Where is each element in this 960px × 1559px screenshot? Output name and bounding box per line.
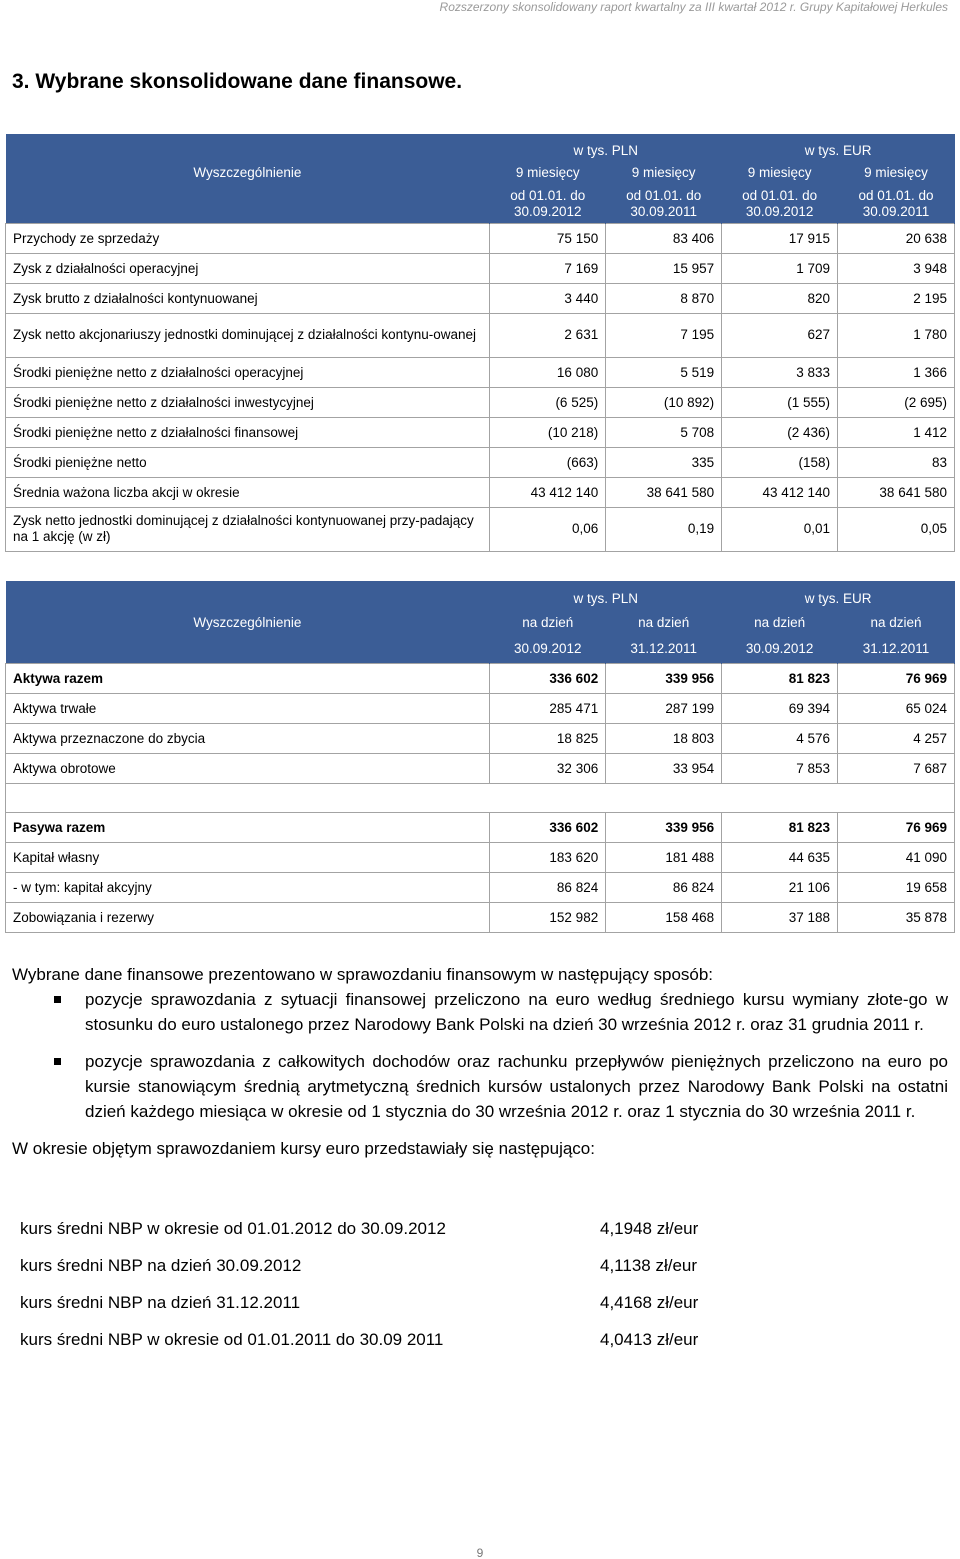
rate-value: 4,0413 zł/eur xyxy=(600,1330,699,1349)
table-header-row xyxy=(6,161,955,185)
rate-row xyxy=(20,1219,820,1256)
period-label: 9 miesięcy xyxy=(606,161,722,185)
exchange-rates-list xyxy=(20,1219,820,1367)
rate-label: kurs średni NBP na dzień 31.12.2011 xyxy=(20,1293,301,1312)
notes-bullet-list xyxy=(12,987,948,1124)
currency-eur-label: w tys. EUR xyxy=(722,581,955,610)
rate-label: kurs średni NBP na dzień 30.09.2012 xyxy=(20,1256,302,1275)
list-item: pozycje sprawozdania z całkowitych dochodów oraz rachunku przepływów pieniężnych przeliczono na euro po kursie stanowiącym średnią arytmetyczną średnich kursów ustalonych przez Narodowy Bank Polski na ostatni dzień każdego miesiąca w okresie od 1 stycznia do 30 września 2012 r. oraz 1 stycznia do 30 września 2011 r. xyxy=(12,1049,948,1124)
table-header-row xyxy=(6,610,955,636)
table-row: Zysk z działalności operacyjnej 7 169 15 957 1 709 3 948 xyxy=(6,253,955,283)
table-row: Aktywa przeznaczone do zbycia 18 825 18 803 4 576 4 257 xyxy=(6,723,955,753)
date-label: na dzień xyxy=(838,610,955,636)
date-value: 30.09.2012 xyxy=(722,636,838,663)
date-value: 30.09.2012 xyxy=(490,636,606,663)
rate-value: 4,4168 zł/eur xyxy=(600,1293,699,1312)
running-header: Rozszerzony skonsolidowany raport kwartalny za III kwartał 2012 r. Grupy Kapitałowej Herkules xyxy=(439,0,948,14)
table-header-row xyxy=(6,134,955,161)
table-row: Aktywa razem 336 602 339 956 81 823 76 969 xyxy=(6,663,955,693)
table-row: Zysk netto jednostki dominującej z działalności kontynuowanej przy-padający na 1 akcję (w zł) 0,06 0,19 0,01 0,05 xyxy=(6,507,955,551)
period-range: od 01.01. do 30.09.2012 xyxy=(490,185,606,223)
rates-intro: W okresie objętym sprawozdaniem kursy euro przedstawiały się następująco: xyxy=(12,1139,595,1158)
table-header-row xyxy=(6,581,955,610)
table-row: Średnia ważona liczba akcji w okresie 43 412 140 38 641 580 43 412 140 38 641 580 xyxy=(6,477,955,507)
table-row: Kapitał własny 183 620 181 488 44 635 41 090 xyxy=(6,842,955,872)
table-row: Środki pieniężne netto z działalności finansowej (10 218) 5 708 (2 436) 1 412 xyxy=(6,417,955,447)
table-header-row xyxy=(6,185,955,223)
rate-value: 4,1948 zł/eur xyxy=(600,1219,699,1238)
date-value: 31.12.2011 xyxy=(838,636,955,663)
rate-label: kurs średni NBP w okresie od 01.01.2011 do 30.09 2011 xyxy=(20,1330,444,1349)
table-row: Zysk netto akcjonariuszy jednostki dominującej z działalności kontynu-owanej 2 631 7 195 627 1 780 xyxy=(6,313,955,357)
table-row: Środki pieniężne netto z działalności inwestycyjnej (6 525) (10 892) (1 555) (2 695) xyxy=(6,387,955,417)
period-label: 9 miesięcy xyxy=(722,161,838,185)
rate-row xyxy=(20,1256,820,1293)
table-row: Środki pieniężne netto z działalności operacyjnej 16 080 5 519 3 833 1 366 xyxy=(6,357,955,387)
rate-label: kurs średni NBP w okresie od 01.01.2012 do 30.09.2012 xyxy=(20,1219,446,1238)
page-number: 9 xyxy=(476,1546,484,1559)
table-row: Aktywa trwałe 285 471 287 199 69 394 65 024 xyxy=(6,693,955,723)
table-row: Przychody ze sprzedaży 75 150 83 406 17 915 20 638 xyxy=(6,223,955,253)
table-row: Środki pieniężne netto (663) 335 (158) 83 xyxy=(6,447,955,477)
square-bullet-icon xyxy=(54,1058,61,1065)
currency-pln-label: w tys. PLN xyxy=(490,134,722,161)
period-range: od 01.01. do 30.09.2011 xyxy=(838,185,955,223)
rate-row xyxy=(20,1293,820,1330)
table-header-row xyxy=(6,636,955,663)
rate-row xyxy=(20,1330,820,1367)
list-item: pozycje sprawozdania z sytuacji finansowej przeliczono na euro według średniego kursu wymiany złote-go w stosunku do euro ustalonego przez Narodowy Bank Polski na dzień 30 września 2012 r. oraz 31 grudnia 2011 r. xyxy=(12,987,948,1037)
table-spacer-row xyxy=(6,783,955,812)
period-label: 9 miesięcy xyxy=(490,161,606,185)
column-header-label: Wyszczególnienie xyxy=(6,161,490,185)
table-row: Zysk brutto z działalności kontynuowanej 3 440 8 870 820 2 195 xyxy=(6,283,955,313)
table-row: - w tym: kapitał akcyjny 86 824 86 824 21 106 19 658 xyxy=(6,872,955,902)
period-range: od 01.01. do 30.09.2011 xyxy=(606,185,722,223)
notes-section xyxy=(12,962,948,1161)
date-value: 31.12.2011 xyxy=(606,636,722,663)
balance-sheet-table xyxy=(5,581,955,933)
date-label: na dzień xyxy=(606,610,722,636)
table-row: Zobowiązania i rezerwy 152 982 158 468 37 188 35 878 xyxy=(6,902,955,932)
square-bullet-icon xyxy=(54,996,61,1003)
column-header-label: Wyszczególnienie xyxy=(6,610,490,636)
section-title: 3. Wybrane skonsolidowane dane finansowe. xyxy=(12,70,463,93)
period-range: od 01.01. do 30.09.2012 xyxy=(722,185,838,223)
notes-intro: Wybrane dane finansowe prezentowano w sprawozdaniu finansowym w następujący sposób: xyxy=(12,965,714,984)
period-label: 9 miesięcy xyxy=(838,161,955,185)
date-label: na dzień xyxy=(490,610,606,636)
currency-pln-label: w tys. PLN xyxy=(490,581,722,610)
rate-value: 4,1138 zł/eur xyxy=(600,1256,698,1275)
table-row: Pasywa razem 336 602 339 956 81 823 76 969 xyxy=(6,812,955,842)
financial-results-table xyxy=(5,134,955,552)
date-label: na dzień xyxy=(722,610,838,636)
table-row: Aktywa obrotowe 32 306 33 954 7 853 7 687 xyxy=(6,753,955,783)
currency-eur-label: w tys. EUR xyxy=(722,134,955,161)
